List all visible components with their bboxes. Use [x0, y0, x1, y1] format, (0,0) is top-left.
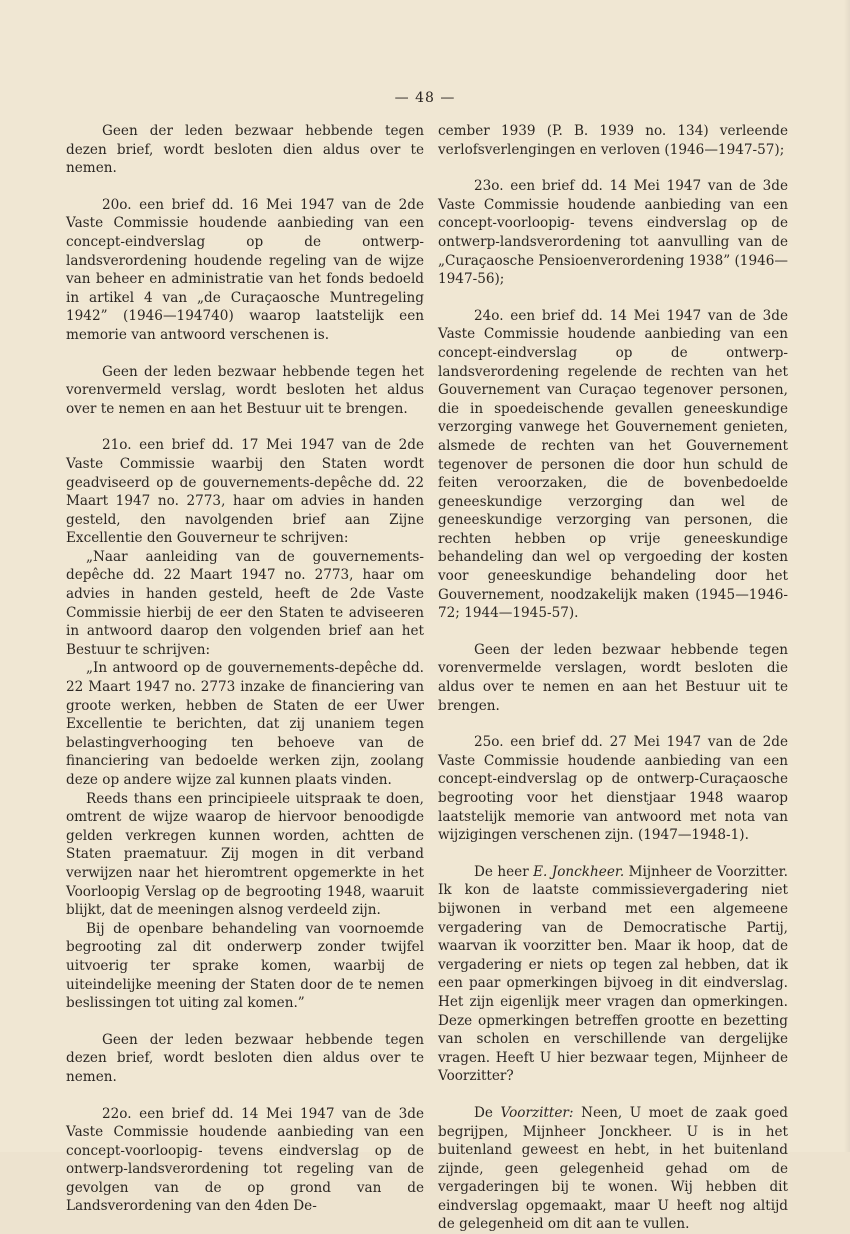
right-column: [438, 122, 788, 1234]
speech-text: Mijnheer de Voorzitter. Ik kon de laatste commissievergadering niet bijwonen in verband met een algemeene vergadering van de Democratische Partij, waarvan ik voorzitter ben. Maar ik hoop, dat de vergadering er niets op tegen zal hebben, dat ik een paar opmerkingen bijvoeg in dit eindverslag. Het zijn eigenlijk meer vragen dan opmerkingen. Deze opmerkingen betreffen grootte en bezetting van scholen en verschillende van dergelijke vragen. Heeft U hier bezwaar tegen, Mijnheer de Voorzitter?: [438, 863, 789, 1085]
paragraph: cember 1939 (P. B. 1939 no. 134) verleende verlofsverlengingen en verloven (1946—1947-57);: [438, 123, 788, 158]
speech-prefix: De: [474, 1104, 501, 1121]
paragraph: 23o. een brief dd. 14 Mei 1947 van de 3de Vaste Commissie houdende aanbieding van een concept-voorloopig- tevens eindverslag op de ontwerp-landsverordening tot aanvulling van de „Curaçaosche Pensioenverordening 1938” (1946—1947-56);: [438, 178, 788, 288]
paragraph: Geen der leden bezwaar hebbende tegen dezen brief, wordt besloten dien aldus over te nemen.: [66, 1031, 424, 1085]
paragraph: Geen der leden bezwaar hebbende tegen vorenvermelde verslagen, wordt besloten die aldus over te nemen en aan het Bestuur uit te brengen.: [438, 641, 788, 714]
paragraph: „In antwoord op de gouvernements-depêche dd. 22 Maart 1947 no. 2773 inzake de financiering van groote werken, hebben de Staten de eer Uwer Excellentie te berichten, dat zij unaniem tegen belastingverhooging ten behoeve van de financiering van bedoelde werken zijn, zoolang deze op andere wijze zal kunnen plaats vinden.: [66, 660, 424, 788]
paragraph: Bij de openbare behandeling van voornoemde begrooting zal dit onderwerp zonder twijfel uitvoerig ter sprake komen, waarbij de uiteindelijke meening der Staten door de te nemen beslissingen tot uiting zal komen.”: [66, 920, 424, 1012]
paragraph: 20o. een brief dd. 16 Mei 1947 van de 2de Vaste Commissie houdende aanbieding van een concept-eindverslag op de ontwerp-landsverordening houdende regeling van de wijze van beheer en administratie van het fonds bedoeld in artikel 4 van „de Curaçaosche Muntregeling 1942” (1946—194740) waarop laatstelijk een memorie van antwoord verschenen is.: [66, 196, 424, 343]
paragraph: Geen der leden bezwaar hebbende tegen het vorenvermeld verslag, wordt besloten het aldus over te nemen en aan het Bestuur uit te brengen.: [66, 363, 424, 417]
speech-paragraph: [438, 1104, 788, 1234]
speaker-name: Voorzitter:: [500, 1104, 574, 1121]
page-number: — 48 —: [394, 90, 456, 106]
paragraph: Geen der leden bezwaar hebbende tegen dezen brief, wordt besloten dien aldus over te nemen.: [66, 123, 424, 177]
paragraph: 25o. een brief dd. 27 Mei 1947 van de 2de Vaste Commissie houdende aanbieding van een concept-eindverslag op de ontwerp-Curaçaosche begrooting voor het dienstjaar 1948 waarop laatstelijk memorie van antwoord met nota van wijzigingen verschenen zijn. (1947—1948-1).: [438, 734, 788, 844]
speech-paragraph: [438, 863, 788, 1086]
speaker-name: E. Jonckheer.: [533, 863, 625, 880]
page-edge-shadow: [844, 0, 850, 1152]
paragraph: 22o. een brief dd. 14 Mei 1947 van de 3de Vaste Commissie houdende aanbieding van een concept-voorloopig- tevens eindverslag op de ontwerp-landsverordening tot regeling van de gevolgen van de op grond van de Landsverordening van den 4den De-: [66, 1105, 424, 1215]
paragraph: Reeds thans een principieele uitspraak te doen, omtrent de wijze waarop de hiervoor benoodigde gelden verkregen kunnen worden, achtten de Staten praematuur. Zij mogen in dit verband verwijzen naar het hieromtrent opgemerkte in het Voorloopig Verslag op de begrooting 1948, waaruit blijkt, dat de meeningen alsnog verdeeld zijn.: [66, 790, 424, 919]
paragraph: „Naar aanleiding van de gouvernements-depêche dd. 22 Maart 1947 no. 2773, haar om advies in handen gesteld, heeft de 2de Vaste Commissie hierbij de eer den Staten te adviseeren in antwoord daarop den volgenden brief aan het Bestuur te schrijven:: [66, 548, 424, 658]
left-column: [66, 122, 424, 1216]
paragraph: 21o. een brief dd. 17 Mei 1947 van de 2de Vaste Commissie waarbij den Staten wordt geadviseerd op de gouvernements-depêche dd. 22 Maart 1947 no. 2773, haar om advies in handen gesteld, den navolgenden brief aan Zijne Excellentie den Gouverneur te schrijven:: [66, 437, 424, 547]
speech-text: Neen, U moet de zaak goed begrijpen, Mijnheer Jonckheer. U is in het buitenland geweest en hebt, in het buitenland zijnde, geen gelegenheid gehad om de vergaderingen bij te wonen. Wij hebben dit eindverslag opgemaakt, maar U heeft nog altijd de gelegenheid om dit aan te vullen.: [438, 1104, 789, 1233]
paragraph: 24o. een brief dd. 14 Mei 1947 van de 3de Vaste Commissie houdende aanbieding van een concept-eindverslag op de ontwerp-landsverordening regelende de rechten van het Gouvernement van Curaçao tegenover personen, die in spoedeischende gevallen geneeskundige verzorging vanwege het Gouvernement genieten, alsmede de rechten van het Gouvernement tegenover de personen die door hun schuld de feiten veroorzaken, die de bovenbedoelde geneeskundige verzorging dan wel de geneeskundige verzorging van personen, die rechten hebben op vrije geneeskundige behandeling dan wel op vergoeding der kosten voor geneeskundige behandeling door het Gouvernement, noodzakelijk maken (1945—1946-72; 1944—1945-57).: [438, 307, 788, 622]
speech-prefix: De heer: [474, 863, 534, 880]
